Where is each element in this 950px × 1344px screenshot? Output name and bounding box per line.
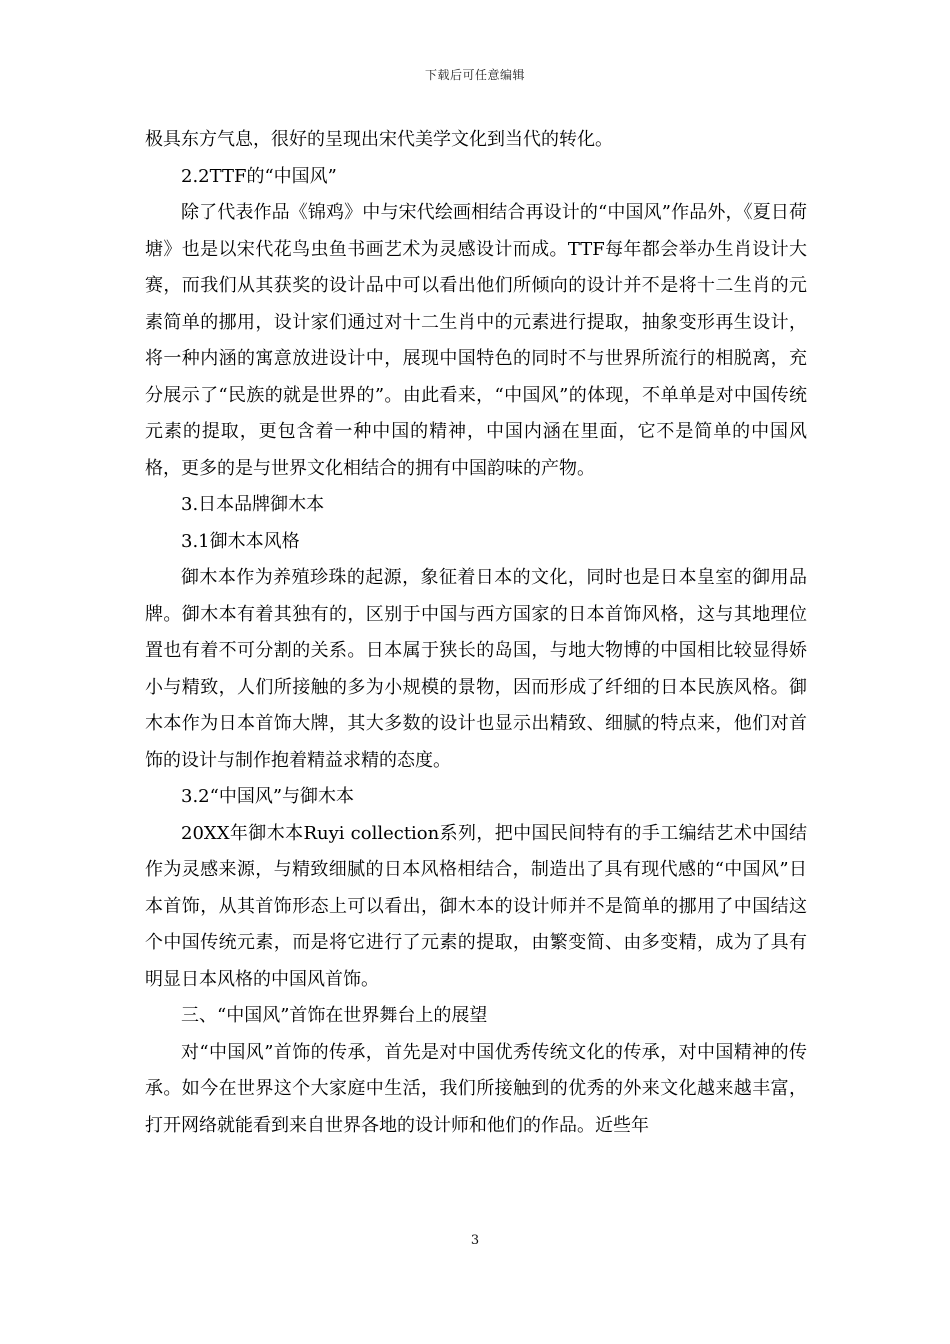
section-heading-part-3: 三、“中国风”首饰在世界舞台上的展望 <box>181 1005 488 1026</box>
section-heading-3-2: 3.2“中国风”与御木本 <box>181 786 355 807</box>
paragraph-mikimoto-style: 御木本作为养殖珍珠的起源，象征着日本的文化，同时也是日本皇室的御用品牌。御木本有着其独有的，区别于中国与西方国家的日本首饰风格，这与其地理位置也有着不可分割的关系。日本属于狭长的岛国，与地大物博的中国相比较显得娇小与精致，人们所接触的多为小规模的景物，因而形成了纤细的日本民族风格。御木本作为日本首饰大牌，其大多数的设计也显示出精致、细腻的特点来，他们对首饰的设计与制作抱着精益求精的态度。 <box>145 567 807 771</box>
page-number: 3 <box>470 1233 480 1248</box>
paragraph-continuation: 极具东方气息，很好的呈现出宋代美学文化到当代的转化。 <box>145 129 613 150</box>
paragraph-ttf: 除了代表作品《锦鸡》中与宋代绘画相结合再设计的“中国风”作品外，《夏日荷塘》也是以宋代花鸟虫鱼书画艺术为灵感设计而成。TTF每年都会举办生肖设计大赛，而我们从其获奖的设计品中可以看出他们所倾向的设计并不是将十二生肖的元素简单的挪用，设计家们通过对十二生肖中的元素进行提取，抽象变形再生设计，将一种内涵的寓意放进设计中，展现中国特色的同时不与世界所流行的相脱离，充分展示了“民族的就是世界的”。由此看来，“中国风”的体现，不单单是对中国传统元素的提取，更包含着一种中国的精神，中国内涵在里面，它不是简单的中国风格，更多的是与世界文化相结合的拥有中国韵味的产物。 <box>145 202 807 479</box>
body-text <box>145 122 807 1144</box>
paragraph-ruyi-collection: 20XX年御木本Ruyi collection系列，把中国民间特有的手工编结艺术中国结作为灵感来源，与精致细腻的日本风格相结合，制造出了具有现代感的“中国风”日本首饰，从其首饰形态上可以看出，御木本的设计师并不是简单的挪用了中国结这个中国传统元素，而是将它进行了元素的提取，由繁变简、由多变精，成为了具有明显日本风格的中国风首饰。 <box>145 822 807 990</box>
section-heading-3: 3.日本品牌御木本 <box>181 494 325 515</box>
page-header: 下载后可任意编辑 <box>424 68 525 82</box>
paragraph-outlook: 对“中国风”首饰的传承，首先是对中国优秀传统文化的传承，对中国精神的传承。如今在世界这个大家庭中生活，我们所接触到的优秀的外来文化越来越丰富，打开网络就能看到来自世界各地的设计师和他们的作品。近些年 <box>145 1041 807 1136</box>
section-heading-3-1: 3.1御木本风格 <box>181 530 300 552</box>
section-heading-2-2: 2.2TTF的“中国风” <box>181 165 337 187</box>
